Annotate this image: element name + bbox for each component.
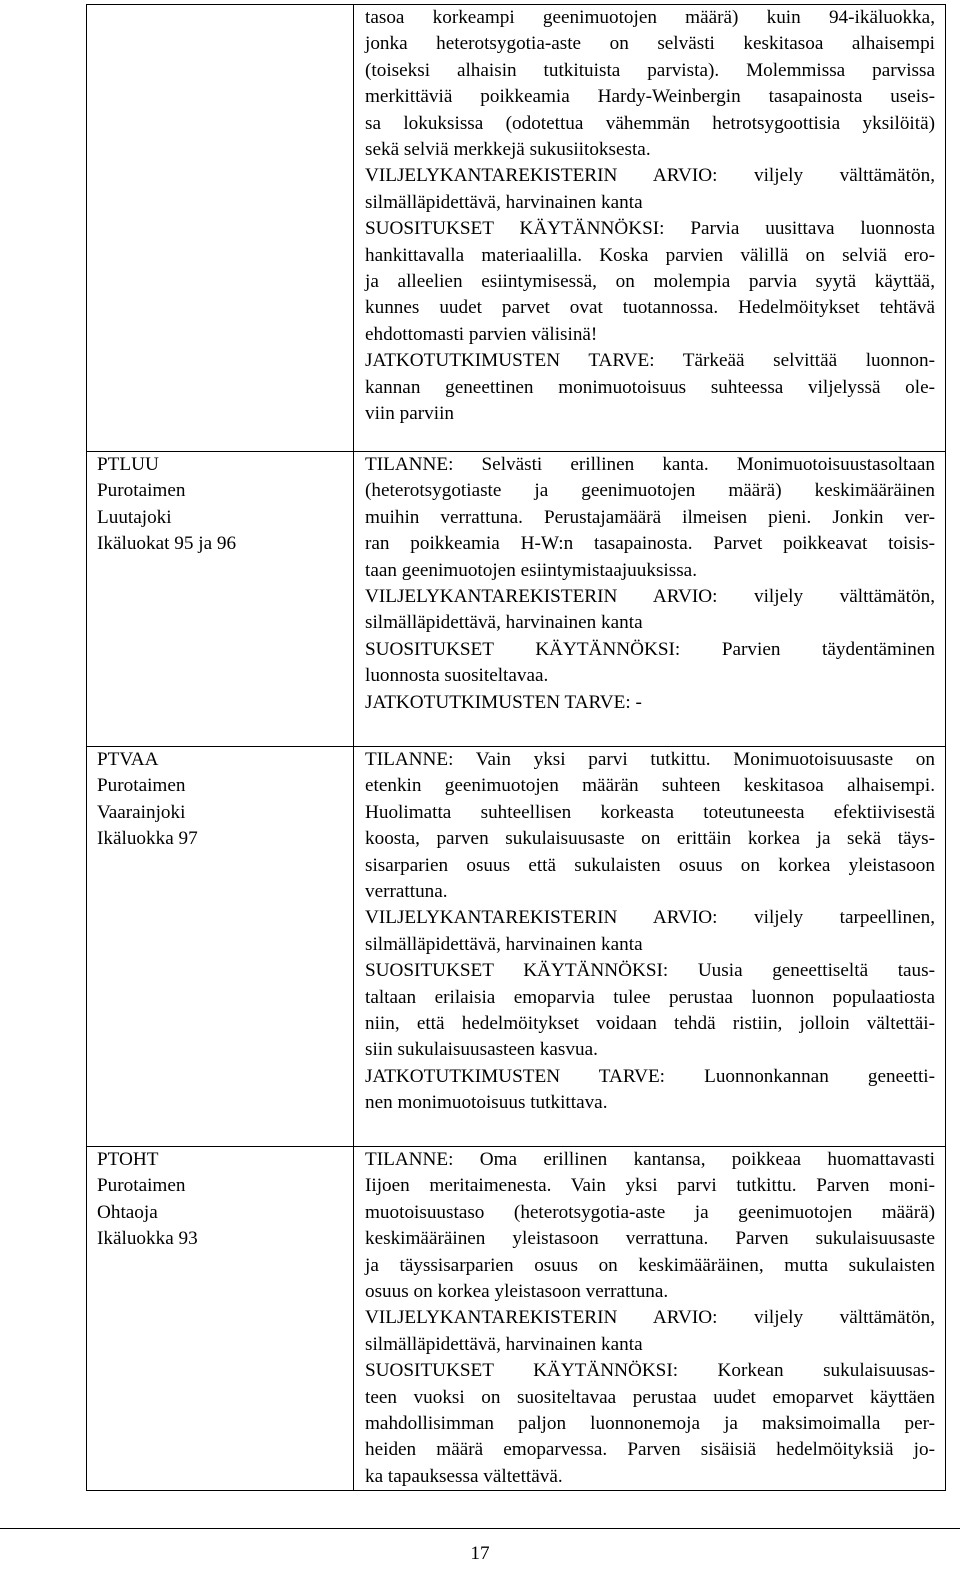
stock-id-line: PTOHT [97,1149,159,1170]
table-row [87,1147,946,1491]
text-line: SUOSITUKSET KÄYTÄNNÖKSI: Korkean sukulaisuusas- [365,1360,935,1382]
stock-id-line: Ohtaoja [97,1201,158,1223]
text-line: JATKOTUTKIMUSTEN TARVE: Luonnonkannan geneetti- [365,1065,935,1087]
text-line: SUOSITUKSET KÄYTÄNNÖKSI: Parvia uusittava luonnosta [365,218,935,240]
stock-id-line: Ikäluokka 97 [97,828,198,850]
text-line: VILJELYKANTAREKISTERIN ARVIO: viljely tarpeellinen, [365,907,935,929]
text-line: sekä selviä merkkejä sukusiitoksesta. [365,139,651,161]
text-line: silmälläpidettävä, harvinainen kanta [365,933,643,955]
text-line: ran poikkeamia H-W:n tasapainosta. Parvet poikkeavat toisis- [365,533,935,555]
text-line: TILANNE: Oma erillinen kantansa, poikkeaa huomattavasti [365,1149,935,1170]
stock-id-line: Purotaimen [97,480,186,502]
text-line: koosta, parven sukulaisuusaste on erittäin korkea ja sekä täys- [365,828,935,850]
text-line: luonnosta suositeltavaa. [365,665,549,687]
stock-id-line: PTVAA [97,749,159,770]
text-line: kannan geneettinen monimuotoisuus suhteessa viljelyssä ole- [365,376,935,398]
text-line: VILJELYKANTAREKISTERIN ARVIO: viljely välttämätön, [365,165,935,187]
table-row [87,5,946,452]
text-line: (toiseksi alhaisin tutkituista parvista). Molemmissa parvissa [365,59,935,81]
stock-id-line: PTLUU [97,454,159,475]
text-line: muotoisuustaso (heterotsygotia-aste ja geenimuotojen määrä) [365,1201,935,1223]
text-line: keskimääräinen yleistasoon verrattuna. Parven sukulaisuusaste [365,1228,935,1250]
assessment-cell [354,5,946,452]
text-line: TILANNE: Selvästi erillinen kanta. Monimuotoisuustasoltaan [365,454,935,475]
text-line: muihin verrattuna. Perustajamäärä ilmeisen pieni. Jonkin ver- [365,506,935,528]
text-line: silmälläpidettävä, harvinainen kanta [365,612,643,634]
page-number: 17 [470,1543,490,1564]
text-line: Huolimatta suhteellisen korkeasta toteutuneesta efektiivisestä [365,801,935,823]
text-line: JATKOTUTKIMUSTEN TARVE: - [365,691,642,713]
text-line: verrattuna. [365,881,448,903]
text-line: ehdottomasti parvien välisinä! [365,323,598,345]
text-line: siin sukulaisuusasteen kasvua. [365,1039,598,1061]
text-line: etenkin geenimuotojen määrän suhteen keskitasoa alhaisempi. [365,775,935,797]
text-line: merkittäviä poikkeamia Hardy-Weinbergin tasapainosta useis- [365,86,935,108]
text-line: taan geenimuotojen esiintymistaajuuksissa. [365,559,697,581]
document-table [86,4,946,1491]
text-line: ja täyssisarparien osuus on keskimääräinen, mutta sukulaisten [365,1254,935,1276]
stock-id-line: Luutajoki [97,506,172,528]
text-line: VILJELYKANTAREKISTERIN ARVIO: viljely välttämätön, [365,1307,935,1329]
text-line: viin parviin [365,403,454,425]
assessment-cell [354,452,946,747]
text-line: ka tapauksessa vältettävä. [365,1465,563,1487]
text-line: ja alleelien esiintymisessä, on molempia parvia syytä käyttää, [365,271,935,293]
text-line: silmälläpidettävä, harvinainen kanta [365,1333,643,1355]
table-row [87,747,946,1147]
footer-rule [0,1528,960,1529]
stock-id-cell [87,452,354,747]
text-line: (heterotsygotiaste ja geenimuotojen määrä) keskimääräinen [365,480,935,502]
text-line: SUOSITUKSET KÄYTÄNNÖKSI: Parvien täydentäminen [365,638,935,660]
text-line: heiden määrä emoparvessa. Parven sisäisiä hedelmöityksiä jo- [365,1439,935,1461]
text-line: teen vuoksi on suositeltavaa perustaa uudet emoparvet käyttäen [365,1386,935,1408]
stock-id-line: Ikäluokka 93 [97,1228,198,1250]
stock-id-line: Purotaimen [97,775,186,797]
stock-id-cell [87,747,354,1147]
text-line: VILJELYKANTAREKISTERIN ARVIO: viljely välttämätön, [365,586,935,608]
text-line: sisarparien osuus että sukulaisten osuus on korkea yleistasoon [365,854,935,876]
text-line: silmälläpidettävä, harvinainen kanta [365,191,643,213]
text-line: osuus on korkea yleistasoon verrattuna. [365,1281,669,1303]
text-line: hankittavalla materiaalilla. Koska parvien välillä on selviä ero- [365,244,935,266]
text-line: TILANNE: Vain yksi parvi tutkittu. Monimuotoisuusaste on [365,749,935,770]
text-line: tasoa korkeampi geenimuotojen määrä) kuin 94-ikäluokka, [365,7,935,28]
text-line: SUOSITUKSET KÄYTÄNNÖKSI: Uusia geneettiseltä taus- [365,960,935,982]
text-line: taltaan erilaisia emoparvia tulee perustaa luonnon populaatiosta [365,986,935,1008]
stock-id-line: Ikäluokat 95 ja 96 [97,533,237,555]
text-line: Iijoen meritaimenesta. Vain yksi parvi tutkittu. Parven moni- [365,1175,935,1197]
text-line: mahdollisimman paljon luonnonemoja ja maksimoimalla per- [365,1413,935,1435]
text-line: jonka heterotsygotia-aste on selvästi keskitasoa alhaisempi [365,33,935,55]
text-line: niin, että hedelmöitykset voidaan tehdä ristiin, jolloin vältettäi- [365,1013,935,1035]
stock-id-cell [87,1147,354,1491]
table-row [87,452,946,747]
text-line: kunnes uudet parvet ovat tuotannossa. Hedelmöitykset tehtävä [365,297,935,319]
stock-id-line: Vaarainjoki [97,801,186,823]
text-line: nen monimuotoisuus tutkittava. [365,1092,608,1114]
assessment-cell [354,1147,946,1491]
stock-id-cell [87,5,354,452]
text-line: sa lokuksissa (odotettua vähemmän hetrotsygoottisia yksilöitä) [365,112,935,134]
assessment-cell [354,747,946,1147]
stock-id-line: Purotaimen [97,1175,186,1197]
text-line: JATKOTUTKIMUSTEN TARVE: Tärkeää selvittää luonnon- [365,350,935,372]
